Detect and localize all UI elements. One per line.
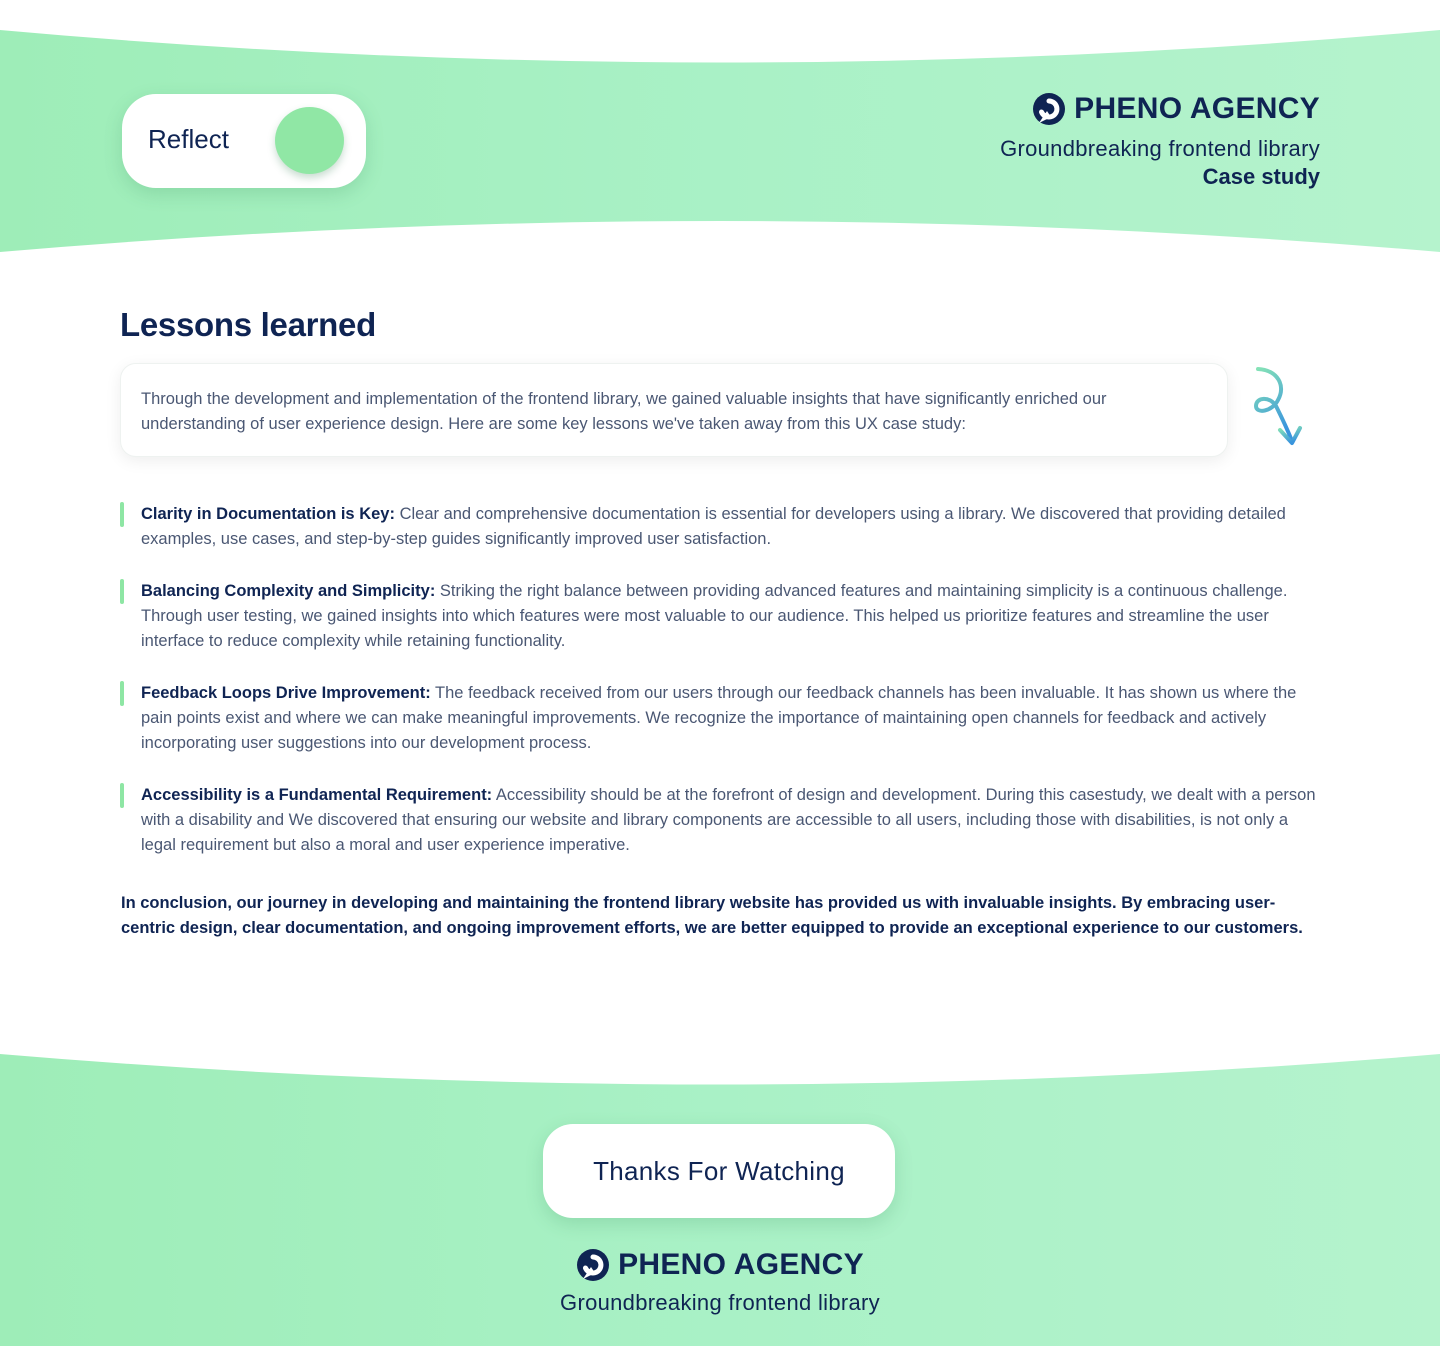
lesson-accent-bar [120, 783, 124, 808]
lesson-accent-bar [120, 681, 124, 706]
lesson-item [120, 783, 1325, 858]
lesson-item [120, 579, 1325, 654]
case-study-label: Case study [1202, 164, 1320, 189]
brand-tagline: Groundbreaking frontend library [1000, 136, 1320, 161]
lesson-body: Clear and comprehensive documentation is essential for developers using a library. We discovered that providing detailed examples, use cases, and step-by-step guides significantly improved user satisfaction. [141, 505, 1286, 548]
lesson-title: Accessibility is a Fundamental Requirement: [141, 786, 493, 804]
lessons-list [120, 502, 1325, 885]
brand-name: PHENO AGENCY [618, 1248, 864, 1281]
lesson-body: Accessibility should be at the forefront of design and development. During this casestudy, we dealt with a person with a disability and We discovered that ensuring our website and library components are accessible to all users, including those with disabilities, is not only a legal requirement but also a moral and user experience imperative. [141, 786, 1316, 854]
curly-arrow-down-icon [1248, 364, 1308, 450]
lesson-title: Balancing Complexity and Simplicity: [141, 582, 436, 600]
reflect-toggle[interactable] [122, 94, 366, 188]
intro-text: Through the development and implementation of the frontend library, we gained valuable insights that have significantly enriched our understanding of user experience design. Here are some key lessons we've taken away from this UX case study: [141, 390, 1107, 433]
lesson-item [120, 502, 1325, 552]
toggle-knob[interactable] [275, 107, 344, 174]
intro-card [120, 363, 1228, 457]
lesson-body: Striking the right balance between providing advanced features and maintaining simplicity is a continuous challenge. Through user testing, we gained insights into which features were most valuable to our audience. This helped us prioritize features and streamline the user interface to reduce complexity while retaining functionality. [141, 582, 1288, 650]
lesson-title: Clarity in Documentation is Key: [141, 505, 395, 523]
lesson-accent-bar [120, 579, 124, 604]
lesson-body: The feedback received from our users through our feedback channels has been invaluable. It has shown us where the pain points exist and where we can make meaningful improvements. We recognize the importance of maintaining open channels for feedback and actively incorporating user suggestions into our development process. [141, 684, 1297, 752]
lesson-item [120, 681, 1325, 756]
brand-name: PHENO AGENCY [1074, 92, 1320, 125]
brand-tagline: Groundbreaking frontend library [560, 1290, 880, 1315]
lesson-title: Feedback Loops Drive Improvement: [141, 684, 431, 702]
conclusion-text: In conclusion, our journey in developing and maintaining the frontend library website has provided us with invaluable insights. By embracing user-centric design, clear documentation, and ongoing improvement efforts, we are better equipped to provide an exceptional experience to our customers. [121, 894, 1303, 937]
lesson-accent-bar [120, 502, 124, 527]
thanks-for-watching-button[interactable]: Thanks For Watching [543, 1124, 895, 1218]
footer-brand [0, 1248, 1440, 1316]
toggle-label: Reflect [148, 124, 229, 154]
header-brand [1000, 92, 1320, 190]
page-title: Lessons learned [120, 306, 376, 343]
pheno-logo-icon [1032, 92, 1066, 126]
pheno-logo-icon [576, 1248, 610, 1282]
